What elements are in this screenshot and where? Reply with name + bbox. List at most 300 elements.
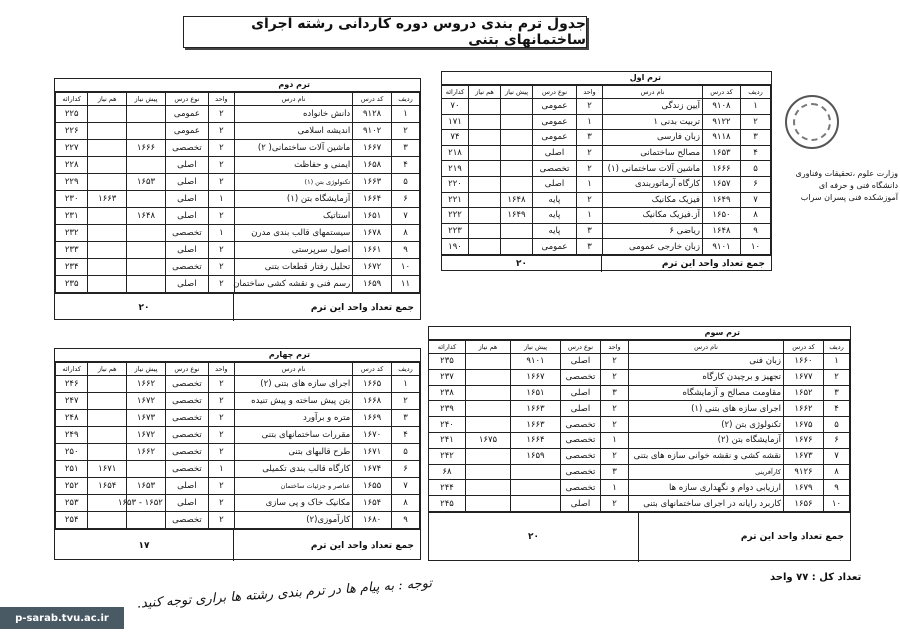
- table-cell: ۲: [577, 192, 603, 208]
- table-cell: ۱۶۷۱: [353, 444, 392, 461]
- table-cell: ۱۱: [392, 276, 420, 293]
- table-cell: ۲۴۲: [429, 448, 466, 464]
- table-cell: اصول سرپرستی: [234, 242, 352, 259]
- table-cell: ۲۵۳: [56, 495, 88, 512]
- table-cell: ۶۸: [429, 464, 466, 480]
- table-cell: ۴: [741, 145, 771, 161]
- table-row: [56, 259, 420, 276]
- table-cell: سیستمهای قالب بندی مدرن: [234, 225, 352, 242]
- table-cell: اندیشه اسلامی: [234, 123, 352, 140]
- table-cell: ۱۶۶۲: [127, 376, 166, 393]
- term-sum-row: [442, 255, 771, 272]
- table-cell: [88, 140, 127, 157]
- table-cell: ۱۶۶۲: [784, 401, 824, 417]
- sum-value: ۲۰: [138, 302, 150, 313]
- table-cell: نقشه کشی و نقشه خوانی سازه های بتنی: [629, 448, 784, 464]
- table-cell: [88, 174, 127, 191]
- table-cell: ۲: [601, 496, 629, 512]
- table-cell: ۲: [577, 161, 603, 177]
- table-cell: اصلی: [533, 176, 577, 192]
- term-2-table: [54, 78, 421, 320]
- table-cell: اصلی: [561, 496, 601, 512]
- table-cell: تخصصی: [165, 225, 208, 242]
- table-cell: ۱۶۵۵: [353, 478, 392, 495]
- table-cell: ۲: [392, 393, 420, 410]
- table-cell: ۶: [392, 461, 420, 478]
- table-cell: عناصر و جزئیات ساختمان: [234, 478, 352, 495]
- table-cell: ۹۱۰۲: [353, 123, 392, 140]
- table-cell: ۳: [577, 223, 603, 239]
- table-cell: ۱۶۵۷: [703, 176, 741, 192]
- table-row: [56, 427, 420, 444]
- term-title: ترم چهارم: [55, 349, 420, 362]
- table-cell: ۱۶۶۶: [127, 140, 166, 157]
- column-header: کد درس: [703, 86, 741, 99]
- table-cell: ۲: [601, 448, 629, 464]
- table-cell: ۹۱۰۱: [511, 354, 561, 370]
- table-cell: ۱۰: [392, 259, 420, 276]
- table-cell: ۱۶۶۴: [353, 191, 392, 208]
- table-cell: ۲۴۴: [429, 480, 466, 496]
- table-cell: [469, 161, 501, 177]
- table-row: [56, 495, 420, 512]
- column-header: هم نیاز: [88, 363, 127, 376]
- column-header: کد درس: [353, 93, 392, 106]
- table-cell: ۱: [392, 106, 420, 123]
- table-cell: تخصصی: [165, 461, 208, 478]
- table-cell: ریاضی ۶: [603, 223, 703, 239]
- table-cell: کاربرد رایانه در اجرای ساختمانهای بتنی: [629, 496, 784, 512]
- table-cell: [466, 496, 511, 512]
- table-cell: [501, 145, 533, 161]
- table-cell: [469, 114, 501, 130]
- column-header: نام درس: [234, 363, 352, 376]
- table-cell: [88, 410, 127, 427]
- handwritten-note: توجه : به پیام ها در ترم بندی رشته ها براری توجه کنید.: [136, 576, 433, 612]
- table-cell: ۱۶۵۴: [88, 478, 127, 495]
- column-header: کدارائه: [429, 341, 466, 354]
- table-cell: اصلی: [165, 191, 208, 208]
- table-cell: ۲۳۳: [56, 242, 88, 259]
- column-header: ردیف: [741, 86, 771, 99]
- table-cell: [469, 176, 501, 192]
- table-cell: ۹: [392, 242, 420, 259]
- table-cell: ۱۶۶۳: [353, 174, 392, 191]
- column-header: هم نیاز: [469, 86, 501, 99]
- table-cell: زبان فنی: [629, 354, 784, 370]
- table-cell: ۱۶۶۷: [511, 369, 561, 385]
- table-row: [56, 123, 420, 140]
- table-cell: [501, 176, 533, 192]
- table-cell: تخصصی: [165, 410, 208, 427]
- table-cell: [466, 417, 511, 433]
- table-cell: ۷۰: [442, 99, 469, 115]
- table-cell: تخصصی: [533, 161, 577, 177]
- table-cell: ۳: [601, 464, 629, 480]
- table-cell: [127, 461, 166, 478]
- table-cell: ۱۶۵۳: [703, 145, 741, 161]
- term-title: ترم دوم: [55, 79, 420, 92]
- table-cell: آزمایشگاه بتن (۲): [629, 432, 784, 448]
- table-cell: اصلی: [533, 145, 577, 161]
- table-cell: کارآفرینی: [629, 464, 784, 480]
- table-cell: اصلی: [561, 385, 601, 401]
- table-cell: ۱۶۶۳: [511, 401, 561, 417]
- page-title: جدول ترم بندی دروس دوره کاردانی رشته اجرای ساختمانهای بتنی: [183, 16, 587, 48]
- table-cell: ۲: [601, 401, 629, 417]
- term-title: ترم سوم: [429, 327, 850, 340]
- table-cell: ۲۴۶: [56, 376, 88, 393]
- column-header: نام درس: [629, 341, 784, 354]
- table-cell: اصلی: [561, 354, 601, 370]
- table-cell: ۲: [824, 369, 850, 385]
- table-row: [429, 354, 850, 370]
- column-header: واحد: [208, 93, 234, 106]
- term-sum-row: [55, 529, 420, 561]
- site-url: p-sarab.tvu.ac.ir: [0, 607, 124, 629]
- column-header: واحد: [208, 363, 234, 376]
- table-cell: ۲: [392, 123, 420, 140]
- table-cell: ۲: [601, 417, 629, 433]
- table-cell: ۲: [741, 114, 771, 130]
- table-cell: ۲۲۵: [56, 106, 88, 123]
- table-cell: ۱۶۵۰: [703, 208, 741, 224]
- table-cell: ۶: [824, 432, 850, 448]
- table-cell: ۱۶۶۲: [127, 444, 166, 461]
- table-cell: [127, 106, 166, 123]
- table-row: [442, 208, 771, 224]
- table-cell: ۱۶۷۸: [353, 225, 392, 242]
- column-header: هم نیاز: [88, 93, 127, 106]
- column-header: نوع درس: [165, 363, 208, 376]
- table-cell: ۲: [208, 393, 234, 410]
- table-cell: ۲۲۷: [56, 140, 88, 157]
- table-cell: طرح قالبهای بتنی: [234, 444, 352, 461]
- table-cell: ۴: [824, 401, 850, 417]
- table-cell: ۱: [824, 354, 850, 370]
- column-header: ردیف: [824, 341, 850, 354]
- table-cell: ۱: [741, 99, 771, 115]
- table-cell: مقاومت مصالح و آزمایشگاه: [629, 385, 784, 401]
- table-cell: تخصصی: [561, 464, 601, 480]
- table-cell: تخصصی: [165, 444, 208, 461]
- table-cell: ۱: [208, 225, 234, 242]
- column-header: پیش نیاز: [511, 341, 561, 354]
- table-cell: ۲۱۹: [442, 161, 469, 177]
- table-cell: ۱۶۵۴: [353, 495, 392, 512]
- table-cell: [127, 259, 166, 276]
- table-cell: تخصصی: [165, 376, 208, 393]
- table-cell: ۳: [741, 130, 771, 146]
- sum-value: ۲۰: [516, 258, 527, 269]
- column-header: کدارائه: [56, 93, 88, 106]
- table-cell: ۲: [208, 157, 234, 174]
- table-cell: ۱۶۷۰: [353, 427, 392, 444]
- table-cell: ۲۳۵: [56, 276, 88, 293]
- table-row: [56, 174, 420, 191]
- table-cell: اصلی: [165, 478, 208, 495]
- table-cell: آیین زندگی: [603, 99, 703, 115]
- table-cell: ۱۶۷۷: [784, 369, 824, 385]
- table-cell: ۸: [392, 495, 420, 512]
- table-cell: ۹۱۱۸: [703, 130, 741, 146]
- table-cell: [127, 123, 166, 140]
- table-cell: ۹: [741, 223, 771, 239]
- table-cell: ۳: [577, 130, 603, 146]
- table-cell: ۲: [208, 174, 234, 191]
- table-cell: ۱۶۵۳: [127, 478, 166, 495]
- table-cell: ۱۶۷۲: [127, 393, 166, 410]
- table-cell: ۱۶۶۹: [353, 410, 392, 427]
- table-cell: ۵: [392, 174, 420, 191]
- table-cell: تخصصی: [561, 432, 601, 448]
- table-cell: ۲: [208, 410, 234, 427]
- table-cell: ۱: [577, 114, 603, 130]
- table-cell: ایمنی و حفاظت: [234, 157, 352, 174]
- table-cell: [469, 223, 501, 239]
- table-cell: ۲: [208, 376, 234, 393]
- table-cell: ۲۳۴: [56, 259, 88, 276]
- table-cell: [466, 369, 511, 385]
- table-cell: تخصصی: [165, 512, 208, 529]
- table-cell: فیزیک مکانیک: [603, 192, 703, 208]
- table-cell: [88, 393, 127, 410]
- table-cell: اصلی: [165, 495, 208, 512]
- table-cell: ۲۲۱: [442, 192, 469, 208]
- table-cell: ۲۲۹: [56, 174, 88, 191]
- table-row: [56, 461, 420, 478]
- table-cell: ۱۶۶۷: [353, 140, 392, 157]
- table-cell: [88, 208, 127, 225]
- table-cell: ۱۶۶۶: [703, 161, 741, 177]
- table-cell: ۲۵۰: [56, 444, 88, 461]
- table-cell: ۵: [741, 161, 771, 177]
- column-header: نام درس: [603, 86, 703, 99]
- table-cell: تکنولوژی بتن (۲): [629, 417, 784, 433]
- table-cell: [511, 480, 561, 496]
- column-header: پیش نیاز: [127, 93, 166, 106]
- table-cell: ۸: [392, 225, 420, 242]
- table-cell: پایه: [533, 208, 577, 224]
- table-row: [429, 448, 850, 464]
- table-cell: ۱۶۸۰: [353, 512, 392, 529]
- table-cell: آزمایشگاه بتن (۱): [234, 191, 352, 208]
- table-cell: ۲: [208, 276, 234, 293]
- table-cell: زبان فارسی: [603, 130, 703, 146]
- table-cell: ۴: [392, 157, 420, 174]
- table-row: [56, 512, 420, 529]
- table-cell: [88, 106, 127, 123]
- table-cell: ۱: [577, 208, 603, 224]
- table-cell: ۲۴۹: [56, 427, 88, 444]
- table-cell: [466, 448, 511, 464]
- table-row: [56, 444, 420, 461]
- table-cell: ۵: [392, 444, 420, 461]
- table-cell: ۸: [741, 208, 771, 224]
- table-cell: ۱۶۶۳: [511, 417, 561, 433]
- table-cell: دانش خانواده: [234, 106, 352, 123]
- table-cell: ۲۳۸: [429, 385, 466, 401]
- column-header: پیش نیاز: [127, 363, 166, 376]
- table-cell: ۱: [601, 432, 629, 448]
- column-header: کدارائه: [56, 363, 88, 376]
- table-cell: ۷: [392, 478, 420, 495]
- table-cell: ۱: [392, 376, 420, 393]
- table-row: [56, 410, 420, 427]
- total-units: تعداد کل : ۷۷ واحد: [770, 572, 862, 583]
- table-cell: [88, 259, 127, 276]
- table-cell: ۲۴۷: [56, 393, 88, 410]
- table-cell: اصلی: [165, 276, 208, 293]
- table-cell: ۲: [208, 512, 234, 529]
- table-cell: مکانیک خاک و پی سازی: [234, 495, 352, 512]
- table-cell: ۹۱۲۸: [353, 106, 392, 123]
- table-row: [429, 464, 850, 480]
- table-cell: [88, 157, 127, 174]
- table-row: [56, 242, 420, 259]
- table-cell: [501, 161, 533, 177]
- table-row: [429, 385, 850, 401]
- table-cell: [466, 401, 511, 417]
- table-cell: ۱۶۶۱: [353, 242, 392, 259]
- table-cell: ۲۴۰: [429, 417, 466, 433]
- table-row: [442, 161, 771, 177]
- table-cell: ۱۶۵۹: [353, 276, 392, 293]
- table-cell: ۲۳۰: [56, 191, 88, 208]
- table-cell: ۲: [601, 369, 629, 385]
- table-cell: تجهیز و برچیدن کارگاه: [629, 369, 784, 385]
- sum-value: ۱۷: [138, 540, 150, 551]
- term-title: ترم اول: [442, 72, 771, 85]
- table-cell: [466, 354, 511, 370]
- table-cell: [466, 464, 511, 480]
- table-cell: ماشین آلات ساختمانی( ۲): [234, 140, 352, 157]
- table-cell: اصلی: [165, 242, 208, 259]
- sum-label: جمع تعداد واحد این ترم: [233, 294, 420, 321]
- column-header: کدارائه: [442, 86, 469, 99]
- column-header: واحد: [577, 86, 603, 99]
- table-row: [56, 208, 420, 225]
- sum-label: جمع تعداد واحد این ترم: [233, 530, 420, 561]
- table-cell: مقررات ساختمانهای بتنی: [234, 427, 352, 444]
- table-cell: ۹: [392, 512, 420, 529]
- table-cell: ۱۶۶۴: [511, 432, 561, 448]
- table-row: [442, 176, 771, 192]
- table-cell: [88, 123, 127, 140]
- table-cell: ۲: [577, 145, 603, 161]
- table-cell: تخصصی: [561, 480, 601, 496]
- table-cell: [501, 239, 533, 255]
- table-cell: ۲۵۴: [56, 512, 88, 529]
- table-row: [429, 369, 850, 385]
- table-cell: تخصصی: [165, 259, 208, 276]
- table-row: [56, 376, 420, 393]
- table-cell: ۲۵۱: [56, 461, 88, 478]
- table-cell: ۱۰: [741, 239, 771, 255]
- table-cell: ۲۳۹: [429, 401, 466, 417]
- table-row: [56, 393, 420, 410]
- table-cell: ۷: [741, 192, 771, 208]
- table-cell: ۲: [208, 427, 234, 444]
- table-cell: ۲: [208, 140, 234, 157]
- table-cell: ۱: [208, 461, 234, 478]
- table-row: [442, 99, 771, 115]
- table-cell: تخصصی: [561, 448, 601, 464]
- column-header: کد درس: [784, 341, 824, 354]
- sum-value: ۲۰: [528, 532, 539, 543]
- table-cell: اصلی: [561, 401, 601, 417]
- table-row: [442, 130, 771, 146]
- table-cell: ۴: [392, 427, 420, 444]
- org-line: آموزشکده فنی پسران سراب: [800, 193, 898, 202]
- table-cell: [88, 376, 127, 393]
- table-row: [429, 417, 850, 433]
- table-cell: عمومی: [533, 114, 577, 130]
- table-cell: [469, 145, 501, 161]
- table-cell: ۳: [601, 385, 629, 401]
- table-cell: [469, 99, 501, 115]
- table-cell: ۱۶۷۲: [127, 427, 166, 444]
- table-cell: [511, 464, 561, 480]
- table-cell: ۱۶۵۲ - ۱۶۵۳: [127, 495, 166, 512]
- table-cell: ۲: [208, 444, 234, 461]
- table-cell: ۱: [208, 191, 234, 208]
- table-cell: استاتیک: [234, 208, 352, 225]
- column-header: نوع درس: [561, 341, 601, 354]
- table-cell: تخصصی: [561, 369, 601, 385]
- table-cell: ۱۶۶۰: [784, 354, 824, 370]
- column-header: پیش نیاز: [501, 86, 533, 99]
- table-cell: ۱: [601, 480, 629, 496]
- table-cell: ارزیابی دوام و نگهداری سازه ها: [629, 480, 784, 496]
- table-row: [56, 191, 420, 208]
- org-line: وزارت علوم ،تحقیقات وفناوری: [795, 169, 898, 178]
- table-row: [56, 478, 420, 495]
- table-cell: عمومی: [533, 239, 577, 255]
- table-cell: ۱۶۷۶: [784, 432, 824, 448]
- table-cell: پایه: [533, 192, 577, 208]
- table-row: [56, 276, 420, 293]
- table-cell: ۱۶۶۸: [353, 393, 392, 410]
- term-sum-row: [429, 512, 850, 562]
- table-row: [429, 401, 850, 417]
- table-cell: ۷۴: [442, 130, 469, 146]
- column-header: نام درس: [234, 93, 352, 106]
- table-cell: ۹۱۰۱: [703, 239, 741, 255]
- table-cell: ۳: [824, 385, 850, 401]
- table-cell: [88, 242, 127, 259]
- sum-label: جمع تعداد واحد این ترم: [601, 256, 771, 272]
- table-cell: ۱۶۵۱: [353, 208, 392, 225]
- table-cell: [88, 276, 127, 293]
- table-row: [442, 145, 771, 161]
- table-cell: ۲۲۶: [56, 123, 88, 140]
- column-header: نوع درس: [533, 86, 577, 99]
- table-cell: ۲: [208, 242, 234, 259]
- table-cell: زبان خارجی عمومی: [603, 239, 703, 255]
- table-cell: ۳: [577, 239, 603, 255]
- table-cell: ۲: [208, 123, 234, 140]
- table-cell: ۲۲۸: [56, 157, 88, 174]
- table-cell: ۹۱۲۶: [784, 464, 824, 480]
- table-cell: [469, 239, 501, 255]
- table-cell: ۳: [392, 140, 420, 157]
- table-cell: ۱۰: [824, 496, 850, 512]
- table-cell: [501, 114, 533, 130]
- table-cell: ۲: [208, 478, 234, 495]
- table-cell: ۱۶۷۹: [784, 480, 824, 496]
- table-cell: [88, 427, 127, 444]
